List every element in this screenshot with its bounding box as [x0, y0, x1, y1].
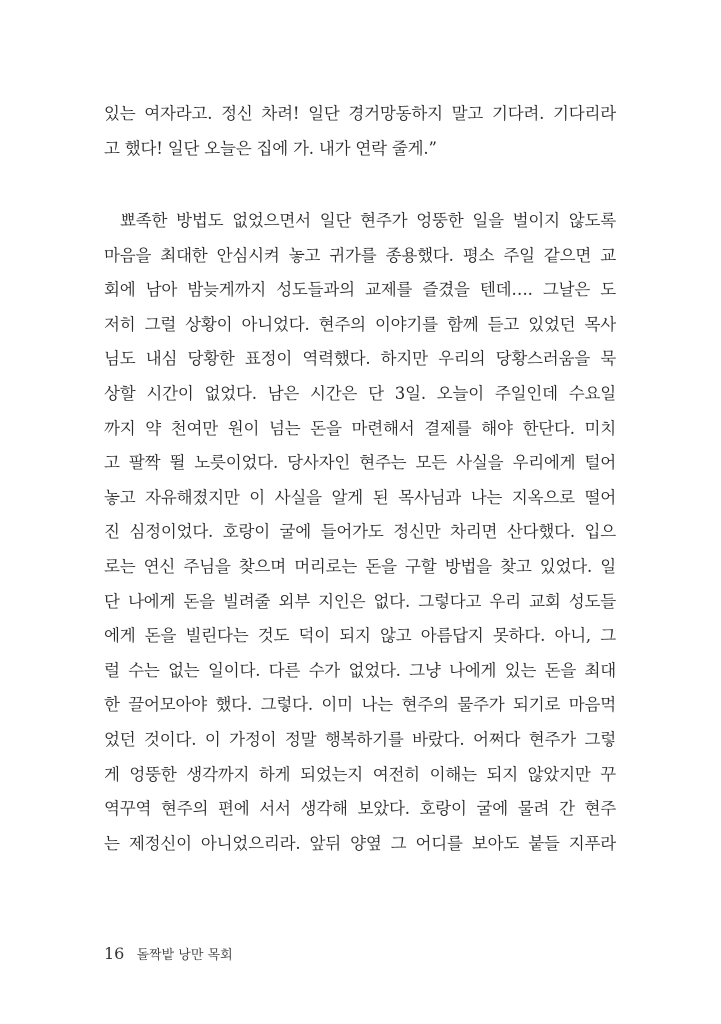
paragraph-line: 회에 남아 밤늦게까지 성도들과의 교제를 즐겼을 텐데…. 그날은 도 [104, 280, 616, 300]
page-footer [104, 944, 233, 963]
paragraph-line: 고 팔짝 뛸 노릇이었다. 당사자인 현주는 모든 사실을 우리에게 털어 [104, 453, 616, 473]
paragraph-1 [104, 97, 616, 166]
page-number: 16 [104, 944, 125, 963]
paragraph-line: 까지 약 천여만 원이 넘는 돈을 마련해서 결제를 해야 한단다. 미치 [104, 418, 616, 438]
paragraph-line: 있는 여자라고. 정신 차려! 일단 경거망동하지 말고 기다려. 기다리라 [104, 104, 616, 123]
paragraph-line: 놓고 자유해졌지만 이 사실을 알게 된 목사님과 나는 지옥으로 떨어 [104, 487, 616, 507]
paragraph-line: 로는 연신 주님을 찾으며 머리로는 돈을 구할 방법을 찾고 있었다. 일 [104, 556, 616, 576]
paragraph-line: 고 했다! 일단 오늘은 집에 가. 내가 연락 줄게.” [104, 138, 437, 158]
paragraph-line: 한 끌어모아야 했다. 그렇다. 이미 나는 현주의 물주가 되기로 마음먹 [104, 695, 616, 715]
paragraph-2 [104, 204, 616, 861]
paragraph-line: 단 나에게 돈을 빌려줄 외부 지인은 없다. 그렇다고 우리 교회 성도들 [104, 591, 616, 611]
paragraph-line: 님도 내심 당황한 표정이 역력했다. 하지만 우리의 당황스러움을 묵 [104, 349, 616, 369]
paragraph-line: 뾰족한 방법도 없었으면서 일단 현주가 엉뚱한 일을 벌이지 않도록 [120, 211, 616, 230]
paragraph-line: 럴 수는 없는 일이다. 다른 수가 없었다. 그냥 나에게 있는 돈을 최대 [104, 660, 616, 680]
paragraph-line: 진 심정이었다. 호랑이 굴에 들어가도 정신만 차리면 산다했다. 입으 [104, 522, 616, 542]
book-title: 돌짝밭 낭만 목회 [136, 948, 233, 963]
paragraph-line: 마음을 최대한 안심시켜 놓고 귀가를 종용했다. 평소 주일 같으면 교 [104, 245, 616, 265]
paragraph-line: 역꾸역 현주의 편에 서서 생각해 보았다. 호랑이 굴에 물려 간 현주 [104, 799, 616, 819]
paragraph-line: 상할 시간이 없었다. 남은 시간은 단 3일. 오늘이 주일인데 수요일 [104, 383, 616, 403]
paragraph-line: 게 엉뚱한 생각까지 하게 되었는지 여전히 이해는 되지 않았지만 꾸 [104, 764, 616, 784]
paragraph-line: 는 제정신이 아니었으리라. 앞뒤 양옆 그 어디를 보아도 붙들 지푸라 [104, 833, 616, 853]
paragraph-line: 저히 그럴 상황이 아니었다. 현주의 이야기를 함께 듣고 있었던 목사 [104, 314, 616, 334]
paragraph-line: 에게 돈을 빌린다는 것도 덕이 되지 않고 아름답지 못하다. 아니, 그 [104, 626, 616, 646]
paragraph-line: 었던 것이다. 이 가정이 정말 행복하기를 바랐다. 어쩌다 현주가 그렇 [104, 729, 616, 749]
